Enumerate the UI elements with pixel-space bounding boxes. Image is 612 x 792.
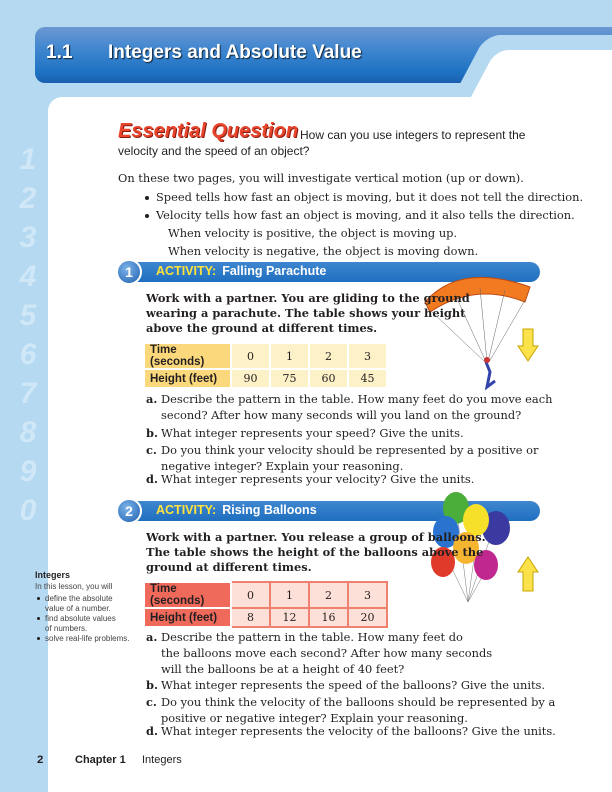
activity-number: 1 — [116, 259, 142, 285]
question-a: Describe the pattern in the table. How many feet do the balloons move each second? After how many seconds will the balloons be at a height of 40 feet? — [161, 630, 493, 676]
question-b: What integer represents the speed of the balloons? Give the units. — [161, 678, 546, 692]
table-row: Time (seconds) 0 1 2 3 — [144, 343, 387, 369]
question-letter: b. — [146, 678, 158, 692]
question-a: Describe the pattern in the table. How many feet do you move each second? After how many seconds will you land on the ground? — [161, 392, 553, 422]
margin-number: 4 — [19, 260, 37, 293]
margin-number: 8 — [19, 416, 37, 449]
margin-number: 0 — [19, 494, 37, 527]
essential-question-label: Essential Question — [118, 120, 299, 142]
bullet-text: Velocity tells how fast an object is moving, and it also tells the direction. — [156, 208, 575, 222]
bullet-icon — [37, 637, 40, 640]
down-arrow-icon — [517, 328, 539, 362]
activity-keyword: ACTIVITY: — [156, 503, 217, 517]
margin-number: 5 — [19, 299, 37, 332]
question-d: What integer represents your velocity? Give the units. — [161, 472, 475, 486]
page-number: 2 — [37, 754, 44, 766]
question-letter: a. — [146, 630, 158, 644]
sidebar-intro: In this lesson, you will — [35, 582, 113, 591]
bullet-icon — [145, 214, 149, 218]
up-arrow-icon — [517, 556, 539, 592]
question-c: Do you think the velocity of the balloons should be represented by a positive or negative integer? Explain your reasoning. — [161, 695, 556, 725]
parachute-table — [143, 342, 388, 389]
question-letter: d. — [146, 724, 158, 738]
table-row: Time (seconds) 0 1 2 3 — [144, 582, 387, 608]
activity-2-instructions: Work with a partner. You release a group of balloons. The table shows the height of the balloons above the ground at different times. — [146, 530, 486, 574]
question-d: What integer represents the velocity of the balloons? Give the units. — [161, 724, 556, 738]
activity-1-instructions: Work with a partner. You are gliding to the ground wearing a parachute. The table shows your height above the ground at different times. — [146, 291, 470, 335]
question-letter: c. — [146, 443, 157, 457]
question-letter: a. — [146, 392, 158, 406]
sidebar-item: find absolute values of numbers. — [45, 614, 116, 633]
margin-number: 2 — [19, 182, 37, 215]
sub-text: When velocity is positive, the object is moving up. — [168, 226, 458, 240]
table-row: Height (feet) 90 75 60 45 — [144, 369, 387, 388]
intro-paragraph: On these two pages, you will investigate vertical motion (up or down). — [118, 171, 524, 185]
bullet-text: Speed tells how fast an object is moving, but it does not tell the direction. — [156, 190, 584, 204]
bullet-icon — [37, 597, 40, 600]
sidebar-item: define the absolute value of a number. — [45, 594, 113, 613]
footer-chapter: Chapter 1 — [75, 754, 126, 766]
balloons-table — [143, 581, 388, 628]
sub-text: When velocity is negative, the object is moving down. — [168, 244, 479, 258]
bullet-icon — [145, 196, 149, 200]
footer-topic: Integers — [142, 754, 182, 766]
activity-number: 2 — [116, 498, 142, 524]
activity-title: Rising Balloons — [222, 503, 317, 517]
margin-number: 6 — [19, 338, 37, 371]
question-b: What integer represents your speed? Give the units. — [161, 426, 464, 440]
essential-question-text: How can you use integers to represent the — [300, 128, 526, 142]
activity-keyword: ACTIVITY: — [156, 264, 217, 278]
question-letter: b. — [146, 426, 158, 440]
sidebar-item: solve real-life problems. — [45, 634, 130, 643]
margin-number: 1 — [19, 143, 37, 176]
essential-question-text: velocity and the speed of an object? — [118, 144, 310, 158]
margin-numbers — [8, 140, 48, 530]
question-letter: d. — [146, 472, 158, 486]
activity-title: Falling Parachute — [222, 264, 327, 278]
question-letter: c. — [146, 695, 157, 709]
margin-number: 9 — [19, 455, 37, 488]
bullet-icon — [37, 617, 40, 620]
question-c: Do you think your velocity should be represented by a positive or negative integer? Explain your reasoning. — [161, 443, 539, 473]
sidebar-title: Integers — [35, 570, 71, 580]
margin-number: 3 — [19, 221, 37, 254]
section-number: 1.1 — [46, 42, 73, 63]
table-row: Height (feet) 8 12 16 20 — [144, 608, 387, 627]
page-title: Integers and Absolute Value — [108, 42, 362, 63]
margin-number: 7 — [19, 377, 37, 410]
